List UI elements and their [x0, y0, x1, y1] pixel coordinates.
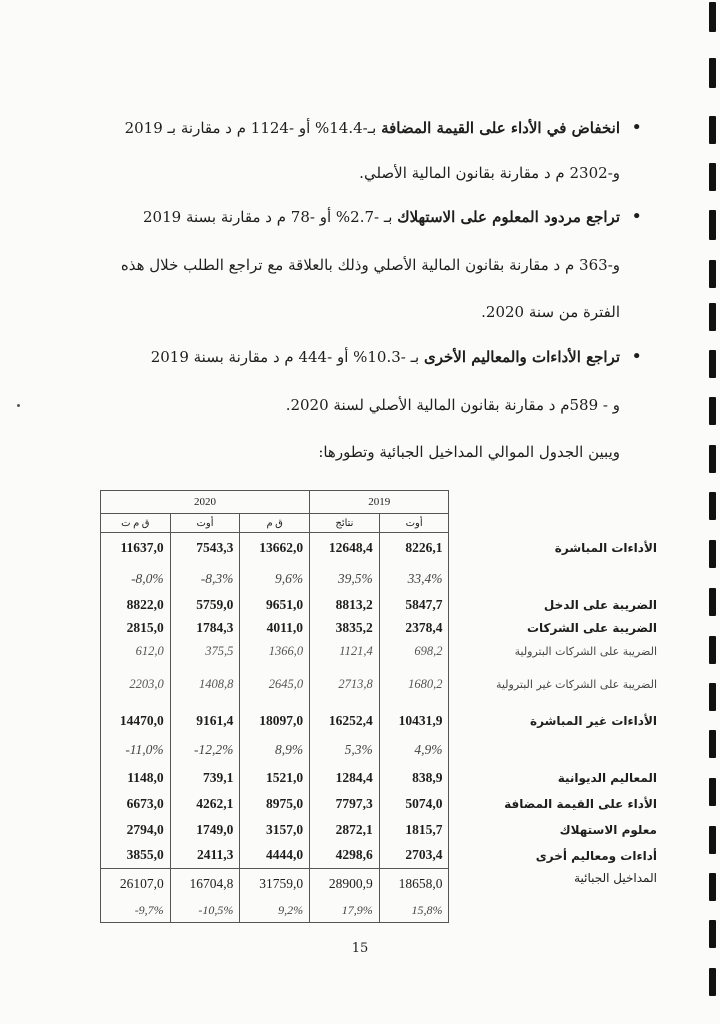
- bullet-continuation: و - 589م د مقارنة بقانون المالية الأصلي لسنة 2020.: [285, 396, 620, 414]
- cell: 33,4%: [379, 564, 449, 594]
- cell: 2713,8: [310, 663, 380, 707]
- row-label: الضريبة على الدخل: [543, 598, 657, 612]
- binder-mark: [709, 397, 716, 425]
- bullet-text: بـ -2.7% أو -78 م د مقارنة بسنة 2019: [143, 208, 398, 226]
- binder-mark: [709, 492, 716, 520]
- cell: 8,9%: [240, 735, 310, 765]
- table-row: [101, 843, 660, 869]
- column-header: أوت: [379, 514, 449, 533]
- row-label: الضريبة على الشركات: [526, 621, 657, 635]
- bullet-paragraph: [100, 207, 620, 227]
- table-row: [101, 707, 660, 735]
- cell: 9,6%: [240, 564, 310, 594]
- column-header: أوت: [170, 514, 240, 533]
- binder-mark: [709, 163, 716, 191]
- binder-mark: [709, 730, 716, 758]
- cell: 2794,0: [101, 817, 171, 843]
- row-label: الضريبة على الشركات البترولية: [514, 644, 657, 658]
- cell: 8975,0: [240, 791, 310, 817]
- cell: 3835,2: [310, 617, 380, 640]
- cell: 612,0: [101, 640, 171, 663]
- cell: 1121,4: [310, 640, 380, 663]
- cell: 698,2: [379, 640, 449, 663]
- bullet-continuation: و-2302 م د مقارنة بقانون المالية الأصلي.: [359, 164, 620, 182]
- cell: 4444,0: [240, 843, 310, 869]
- binder-mark: [709, 445, 716, 473]
- cell: 2703,4: [379, 843, 449, 869]
- cell: 10431,9: [379, 707, 449, 735]
- cell: 1784,3: [170, 617, 240, 640]
- row-label: [449, 899, 660, 923]
- binder-mark: [709, 303, 716, 331]
- cell: 4262,1: [170, 791, 240, 817]
- cell: 5074,0: [379, 791, 449, 817]
- cell: 739,1: [170, 765, 240, 791]
- cell: -12,2%: [170, 735, 240, 765]
- cell: 4298,6: [310, 843, 380, 869]
- cell: 16252,4: [310, 707, 380, 735]
- cell: 4,9%: [379, 735, 449, 765]
- cell: 15,8%: [379, 899, 449, 923]
- cell: 5847,7: [379, 594, 449, 617]
- table-row: [101, 594, 660, 617]
- cell: 14470,0: [101, 707, 171, 735]
- table-row: [101, 617, 660, 640]
- binder-mark: [709, 210, 716, 240]
- table-intro: ويبين الجدول الموالي المداخيل الجبائية وتطورها:: [318, 443, 620, 461]
- column-header-row: [101, 514, 660, 533]
- binder-mark: [709, 588, 716, 616]
- table-row: [101, 640, 660, 663]
- cell: 8226,1: [379, 533, 449, 564]
- cell: 2203,0: [101, 663, 171, 707]
- binder-mark: [709, 826, 716, 854]
- table-row: [101, 533, 660, 564]
- page-number: 15: [351, 941, 369, 956]
- cell: 13662,0: [240, 533, 310, 564]
- cell: 9161,4: [170, 707, 240, 735]
- cell: 11637,0: [101, 533, 171, 564]
- cell: 2378,4: [379, 617, 449, 640]
- cell: 1284,4: [310, 765, 380, 791]
- cell: 1680,2: [379, 663, 449, 707]
- row-label: المداخيل الجبائية: [574, 870, 657, 885]
- row-label: المعاليم الديوانية: [557, 770, 657, 785]
- cell: 28900,9: [310, 869, 380, 899]
- cell: 9,2%: [240, 899, 310, 923]
- bullet-paragraph: [100, 347, 620, 367]
- cell: 5759,0: [170, 594, 240, 617]
- bullet-heading: تراجع الأداءات والمعاليم الأخرى: [423, 348, 620, 366]
- cell: 1148,0: [101, 765, 171, 791]
- bullet-continuation: و-363 م د مقارنة بقانون المالية الأصلي وذلك بالعلاقة مع تراجع الطلب خلال هذه: [120, 256, 620, 274]
- bullet-paragraph: [100, 118, 620, 138]
- column-header: ق م: [240, 514, 310, 533]
- cell: 1521,0: [240, 765, 310, 791]
- row-label: الأداءات المباشرة: [554, 541, 657, 555]
- scan-speck: [17, 404, 20, 407]
- cell: -8,0%: [101, 564, 171, 594]
- cell: -9,7%: [101, 899, 171, 923]
- binder-mark: [709, 2, 716, 32]
- bullet-continuation: الفترة من سنة 2020.: [481, 303, 620, 321]
- cell: 8822,0: [101, 594, 171, 617]
- cell: 2645,0: [240, 663, 310, 707]
- table-row: [101, 817, 660, 843]
- tax-revenue-table: [100, 490, 660, 923]
- table-row: [101, 663, 660, 707]
- table-row: [101, 765, 660, 791]
- cell: 2872,1: [310, 817, 380, 843]
- cell: -8,3%: [170, 564, 240, 594]
- cell: 5,3%: [310, 735, 380, 765]
- table-row: [101, 899, 660, 923]
- table-row: [101, 735, 660, 765]
- cell: 9651,0: [240, 594, 310, 617]
- cell: 3157,0: [240, 817, 310, 843]
- binder-mark: [709, 540, 716, 568]
- row-label: أداءات ومعاليم أخرى: [535, 848, 657, 863]
- table-row: [101, 869, 660, 899]
- row-label: الأداء على القيمة المضافة: [504, 796, 657, 811]
- bullet-heading: انخفاض في الأداء على القيمة المضافة: [381, 119, 620, 137]
- cell: 1749,0: [170, 817, 240, 843]
- cell: 4011,0: [240, 617, 310, 640]
- binder-mark: [709, 58, 716, 88]
- row-label: معلوم الاستهلاك: [559, 822, 657, 837]
- cell: 3855,0: [101, 843, 171, 869]
- table-row: [101, 564, 660, 594]
- bullet-heading: تراجع مردود المعلوم على الاستهلاك: [397, 208, 620, 226]
- binder-mark: [709, 116, 716, 144]
- cell: 18658,0: [379, 869, 449, 899]
- cell: -11,0%: [101, 735, 171, 765]
- empty-header-cell: [449, 514, 660, 533]
- binder-mark: [709, 636, 716, 664]
- column-header: ق م ت: [101, 514, 171, 533]
- row-label: الأداءات غير المباشرة: [530, 713, 657, 728]
- year-2019-header: 2019: [310, 491, 449, 514]
- cell: 838,9: [379, 765, 449, 791]
- cell: -10,5%: [170, 899, 240, 923]
- column-header: نتائج: [310, 514, 380, 533]
- cell: 7543,3: [170, 533, 240, 564]
- year-2020-header: 2020: [101, 491, 310, 514]
- row-label: [449, 735, 660, 765]
- binder-mark: [709, 873, 716, 901]
- binder-mark: [709, 683, 716, 711]
- cell: 375,5: [170, 640, 240, 663]
- cell: 6673,0: [101, 791, 171, 817]
- cell: 1366,0: [240, 640, 310, 663]
- cell: 12648,4: [310, 533, 380, 564]
- cell: 7797,3: [310, 791, 380, 817]
- cell: 18097,0: [240, 707, 310, 735]
- cell: 31759,0: [240, 869, 310, 899]
- row-label: [449, 564, 660, 594]
- binder-mark: [709, 350, 716, 378]
- cell: 26107,0: [101, 869, 171, 899]
- cell: 39,5%: [310, 564, 380, 594]
- bullet-text: بـ-14.4% أو -1124 م د مقارنة بـ 2019: [124, 119, 382, 137]
- cell: 16704,8: [170, 869, 240, 899]
- row-label: الضريبة على الشركات غير البترولية: [495, 678, 657, 691]
- binder-mark: [709, 968, 716, 996]
- bullet-text: بـ -10.3% أو -444 م د مقارنة بسنة 2019: [150, 348, 424, 366]
- table-row: [101, 791, 660, 817]
- empty-header-cell: [449, 491, 660, 514]
- cell: 2815,0: [101, 617, 171, 640]
- binder-mark: [709, 778, 716, 806]
- binder-mark: [709, 260, 716, 288]
- cell: 2411,3: [170, 843, 240, 869]
- cell: 8813,2: [310, 594, 380, 617]
- cell: 17,9%: [310, 899, 380, 923]
- cell: 1815,7: [379, 817, 449, 843]
- cell: 1408,8: [170, 663, 240, 707]
- year-header-row: [101, 491, 660, 514]
